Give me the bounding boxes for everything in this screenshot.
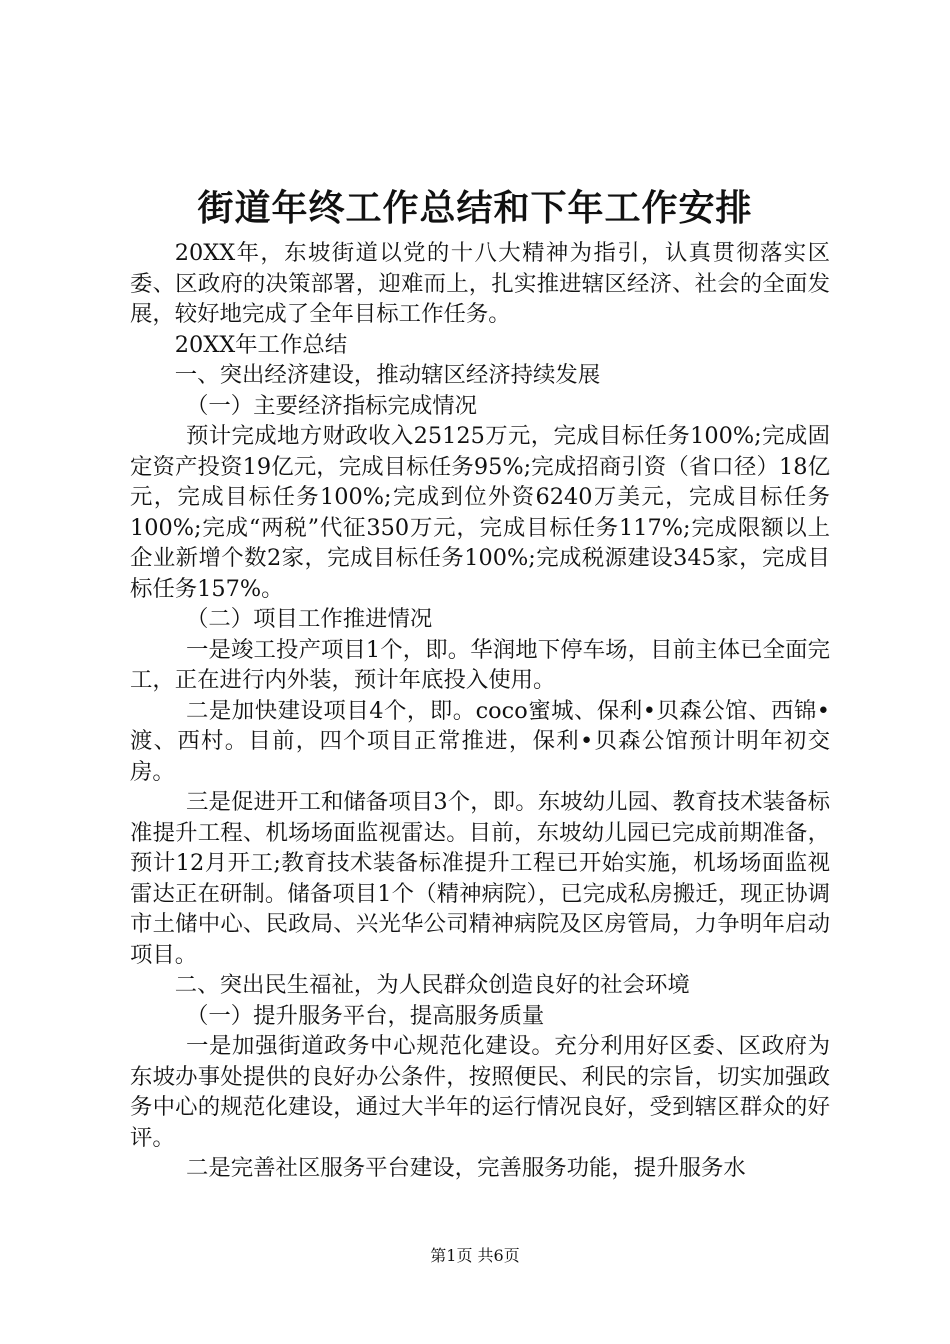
subsection-heading: （一）主要经济指标完成情况	[186, 392, 478, 419]
subsection-heading: （一）提升服务平台，提高服务质量	[186, 1002, 545, 1029]
document-title: 街道年终工作总结和下年工作安排	[197, 187, 753, 229]
paragraph: 一是加强街道政务中心规范化建设。充分利用好区委、区政府为东坡办事处提供的良好办公条件，按照便民、利民的宗旨，切实加强政务中心的规范化建设，通过大半年的运行情况良好，受到辖区群众的好评。	[130, 1033, 830, 1151]
paragraph: 20XX年，东坡街道以党的十八大精神为指引，认真贯彻落实区委、区政府的决策部署，迎难而上，扎实推进辖区经济、社会的全面发展，较好地完成了全年目标工作任务。	[130, 240, 830, 327]
subsection-heading: （二）项目工作推进情况	[186, 606, 433, 632]
paragraph: 一是竣工投产项目1个，即。华润地下停车场，目前主体已全面完工，正在进行内外装，预计年底投入使用。	[130, 636, 830, 693]
page-number: 第1页 共6页	[430, 1246, 520, 1265]
paragraph: 预计完成地方财政收入25125万元，完成目标任务100%;完成固定资产投资19亿元，完成目标任务95%;完成招商引资（省口径）18亿元，完成目标任务100%;完成到位外资6240万美元，完成目标任务100%;完成“两税”代征350万元，完成目标任务117%;完成限额以上企业新增个数2家，完成目标任务100%;完成税源建设345家，完成目标任务157%。	[130, 423, 830, 602]
section-heading: 一、突出经济建设，推动辖区经济持续发展	[174, 362, 601, 388]
paragraph: 二是完善社区服务平台建设，完善服务功能，提升服务水	[186, 1155, 746, 1181]
paragraph: 二是加快建设项目4个，即。coco蜜城、保利•贝森公馆、西锦•渡、西村。目前，四个项目正常推进，保利•贝森公馆预计明年初交房。	[130, 697, 830, 785]
document-body	[130, 238, 830, 1184]
section-heading: 二、突出民生福祉，为人民群众创造良好的社会环境	[174, 972, 690, 998]
paragraph: 20XX年工作总结	[174, 331, 348, 358]
paragraph: 三是促进开工和储备项目3个，即。东坡幼儿园、教育技术装备标准提升工程、机场场面监视雷达。目前，东坡幼儿园已完成前期准备，预计12月开工;教育技术装备标准提升工程已开始实施，机场场面监视雷达正在研制。储备项目1个（精神病院），已完成私房搬迁，现正协调市土储中心、民政局、兴光华公司精神病院及区房管局，力争明年启动项目。	[130, 789, 830, 968]
